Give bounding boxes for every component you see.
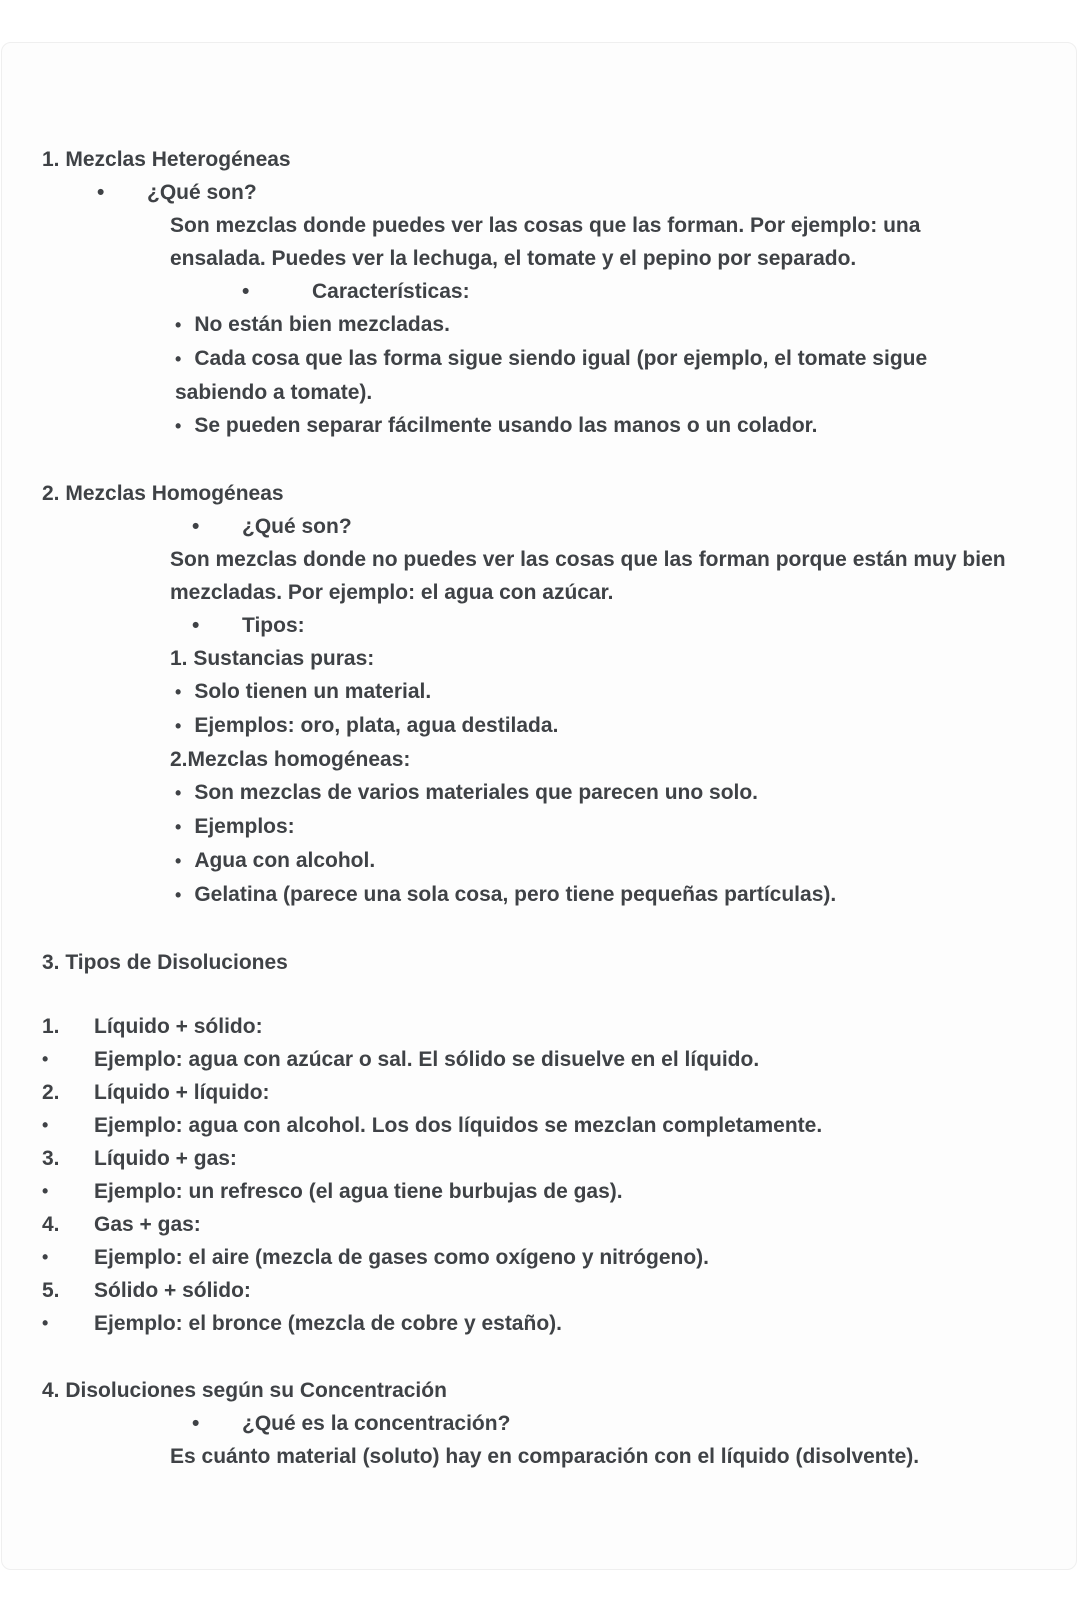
list-item-text: Gelatina (parece una sola cosa, pero tiene pequeñas partículas). <box>194 883 837 906</box>
bullet-icon: • <box>192 1412 200 1435</box>
list-item <box>170 409 1012 443</box>
bullet-icon: • <box>42 1313 49 1333</box>
list-number: 1. <box>42 1015 60 1038</box>
list-item-text: Líquido + sólido: <box>94 1015 263 1038</box>
document-content <box>2 43 1076 1473</box>
list-item-text: Ejemplo: agua con azúcar o sal. El sólido se disuelve en el líquido. <box>94 1048 760 1071</box>
list-item <box>42 1208 1012 1241</box>
list-item <box>42 1109 1012 1142</box>
section-1-heading: 1. Mezclas Heterogéneas <box>42 148 291 171</box>
list-item <box>42 1241 1012 1274</box>
bullet-icon: • <box>242 280 250 303</box>
section-1-paragraph: Son mezclas donde puedes ver las cosas que las forman. Por ejemplo: una ensalada. Puedes ver la lechuga, el tomate y el pepino por separado. <box>170 214 921 270</box>
list-item <box>42 1010 1012 1043</box>
bullet-icon: • <box>175 783 182 803</box>
section-4-question: ¿Qué es la concentración? <box>242 1412 511 1435</box>
section-1-subheading: Características: <box>312 280 470 303</box>
section-tipos-de-disoluciones <box>42 946 1012 1340</box>
bullet-icon: • <box>192 515 200 538</box>
list-item <box>170 810 1012 844</box>
bullet-icon: • <box>42 1115 49 1135</box>
section-disoluciones-concentracion <box>42 1374 1012 1473</box>
bullet-icon: • <box>175 851 182 871</box>
bullet-icon: • <box>175 349 182 369</box>
bullet-icon: • <box>175 416 182 436</box>
list-item-text: Gas + gas: <box>94 1213 201 1236</box>
list-item <box>170 308 1012 342</box>
list-item-text: Ejemplo: un refresco (el agua tiene burbujas de gas). <box>94 1180 623 1203</box>
list-item-text: Son mezclas de varios materiales que parecen uno solo. <box>194 781 759 804</box>
list-item-text: Solo tienen un material. <box>194 680 432 703</box>
section-mezclas-heterogeneas <box>42 143 1012 443</box>
section-2-numbered-label: 2.Mezclas homogéneas: <box>170 748 411 771</box>
list-item-text: Ejemplo: agua con alcohol. Los dos líquidos se mezclan completamente. <box>94 1114 823 1137</box>
bullet-icon: • <box>175 885 182 905</box>
list-item-text: Sólido + sólido: <box>94 1279 251 1302</box>
bullet-icon: • <box>97 181 105 204</box>
list-item-text: Líquido + gas: <box>94 1147 237 1170</box>
list-item-text: Agua con alcohol. <box>194 849 376 872</box>
list-item <box>42 1076 1012 1109</box>
list-item <box>170 342 1012 409</box>
list-item <box>170 675 1012 709</box>
section-4-heading: 4. Disoluciones según su Concentración <box>42 1379 447 1402</box>
section-mezclas-homogeneas <box>42 477 1012 912</box>
list-item <box>170 878 1012 912</box>
section-3-heading: 3. Tipos de Disoluciones <box>42 951 288 974</box>
section-4-question-row <box>192 1407 1012 1440</box>
list-item <box>42 1043 1012 1076</box>
bullet-icon: • <box>42 1181 49 1201</box>
list-item <box>170 776 1012 810</box>
document-page-card <box>1 42 1077 1570</box>
bullet-icon: • <box>175 716 182 736</box>
section-2-question: ¿Qué son? <box>242 515 352 538</box>
list-item <box>42 1307 1012 1340</box>
section-1-question: ¿Qué son? <box>147 181 257 204</box>
list-item <box>42 1175 1012 1208</box>
bullet-icon: • <box>192 614 200 637</box>
list-item-text: Ejemplos: oro, plata, agua destilada. <box>194 714 559 737</box>
list-item-text: No están bien mezcladas. <box>194 313 450 336</box>
section-2-heading: 2. Mezclas Homogéneas <box>42 482 284 505</box>
section-4-paragraph: Es cuánto material (soluto) hay en comparación con el líquido (disolvente). <box>170 1445 920 1468</box>
list-item <box>42 1274 1012 1307</box>
list-item <box>170 709 1012 743</box>
bullet-icon: • <box>42 1049 49 1069</box>
list-number: 2. <box>42 1081 60 1104</box>
section-3-list <box>42 1010 1012 1340</box>
section-2-types-label: Tipos: <box>242 614 305 637</box>
list-item <box>170 844 1012 878</box>
list-item-text: Líquido + líquido: <box>94 1081 270 1104</box>
bullet-icon: • <box>175 315 182 335</box>
list-item-text: Ejemplos: <box>194 815 295 838</box>
section-1-subheading-row <box>242 275 1012 308</box>
bullet-icon: • <box>175 682 182 702</box>
section-2-paragraph: Son mezclas donde no puedes ver las cosas que las forman porque están muy bien mezcladas. Por ejemplo: el agua con azúcar. <box>170 548 1006 604</box>
bullet-icon: • <box>42 1247 49 1267</box>
list-item-text: Ejemplo: el aire (mezcla de gases como oxígeno y nitrógeno). <box>94 1246 709 1269</box>
list-number: 3. <box>42 1147 60 1170</box>
list-number: 4. <box>42 1213 60 1236</box>
section-2-numbered-label: 1. Sustancias puras: <box>170 647 375 670</box>
section-2-question-row <box>192 510 1012 543</box>
list-item <box>42 1142 1012 1175</box>
section-2-types-row <box>192 609 1012 642</box>
list-number: 5. <box>42 1279 60 1302</box>
section-1-question-row <box>97 176 1012 209</box>
list-item-text: Se pueden separar fácilmente usando las manos o un colador. <box>194 414 818 437</box>
list-item-text: Ejemplo: el bronce (mezcla de cobre y estaño). <box>94 1312 562 1335</box>
list-item-text: Cada cosa que las forma sigue siendo igual (por ejemplo, el tomate sigue sabiendo a tomate). <box>175 347 928 404</box>
bullet-icon: • <box>175 817 182 837</box>
